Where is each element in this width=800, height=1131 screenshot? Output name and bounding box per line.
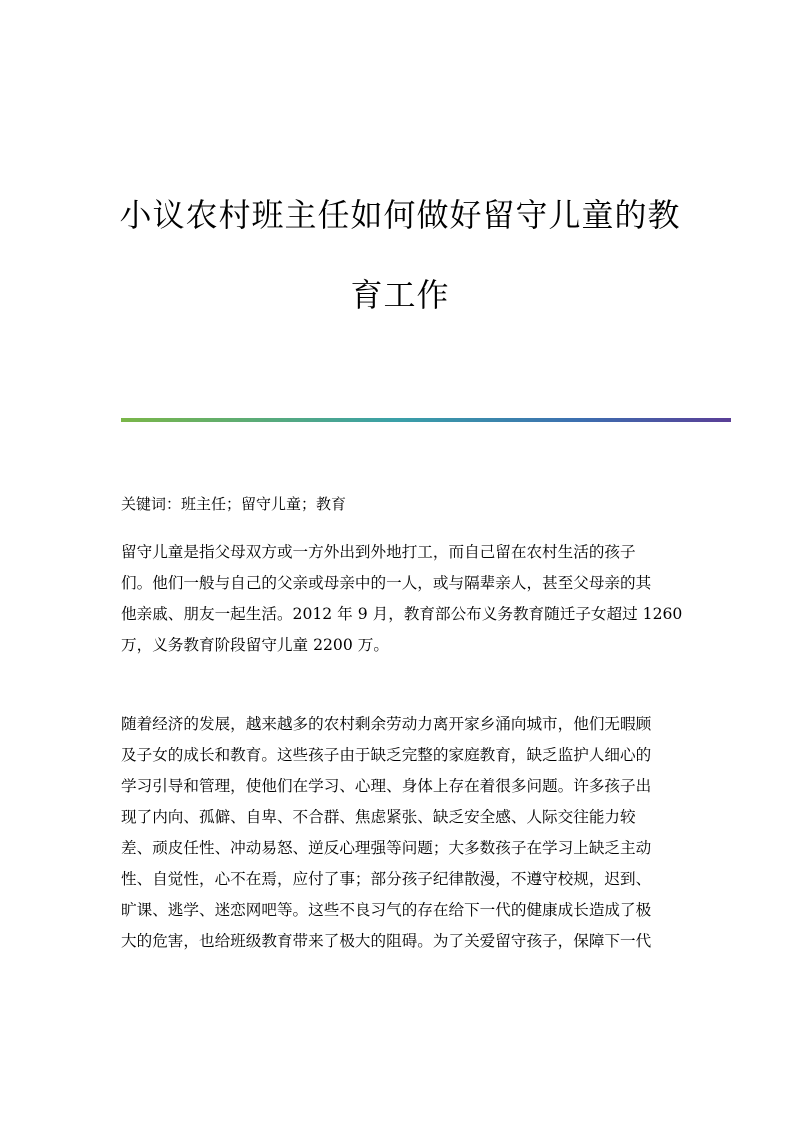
paragraph-line: 大的危害，也给班级教育带来了极大的阻碍。为了关爱留守孩子，保障下一代: [121, 932, 652, 950]
paragraph-line: 性、自觉性，心不在焉，应付了事；部分孩子纪律散漫，不遵守校规，迟到、: [121, 870, 652, 888]
paragraph-line: 留守儿童是指父母双方或一方外出到外地打工，而自己留在农村生活的孩子: [121, 543, 636, 561]
paragraph-line: 他亲戚、朋友一起生活。2012 年 9 月，教育部公布义务教育随迁子女超过 1260: [121, 605, 683, 623]
paragraph-line: 现了内向、孤僻、自卑、不合群、焦虑紧张、缺乏安全感、人际交往能力较: [121, 808, 636, 826]
document-title-line-2: 育工作: [350, 276, 450, 314]
paragraph-line: 旷课、逃学、迷恋网吧等。这些不良习气的存在给下一代的健康成长造成了极: [121, 901, 652, 919]
paragraph-line: 们。他们一般与自己的父亲或母亲中的一人，或与隔辈亲人，甚至父母亲的其: [121, 574, 652, 592]
paragraph-line: 万，义务教育阶段留守儿童 2200 万。: [121, 636, 389, 654]
paragraph-line: 学习引导和管理，使他们在学习、心理、身体上存在着很多问题。许多孩子出: [121, 777, 652, 795]
paragraph-line: 及子女的成长和教育。这些孩子由于缺乏完整的家庭教育，缺乏监护人细心的: [121, 746, 652, 764]
document-title-line-1: 小议农村班主任如何做好留守儿童的教: [119, 196, 681, 234]
paragraph-line: 随着经济的发展，越来越多的农村剩余劳动力离开家乡涌向城市，他们无暇顾: [121, 715, 652, 733]
gradient-divider: [121, 418, 731, 422]
keywords-line: 关键词：班主任；留守儿童；教育: [121, 495, 347, 513]
paragraph-line: 差、顽皮任性、冲动易怒、逆反心理强等问题；大多数孩子在学习上缺乏主动: [121, 839, 652, 857]
paragraph-1: [121, 537, 681, 661]
paragraph-2: [121, 709, 681, 957]
